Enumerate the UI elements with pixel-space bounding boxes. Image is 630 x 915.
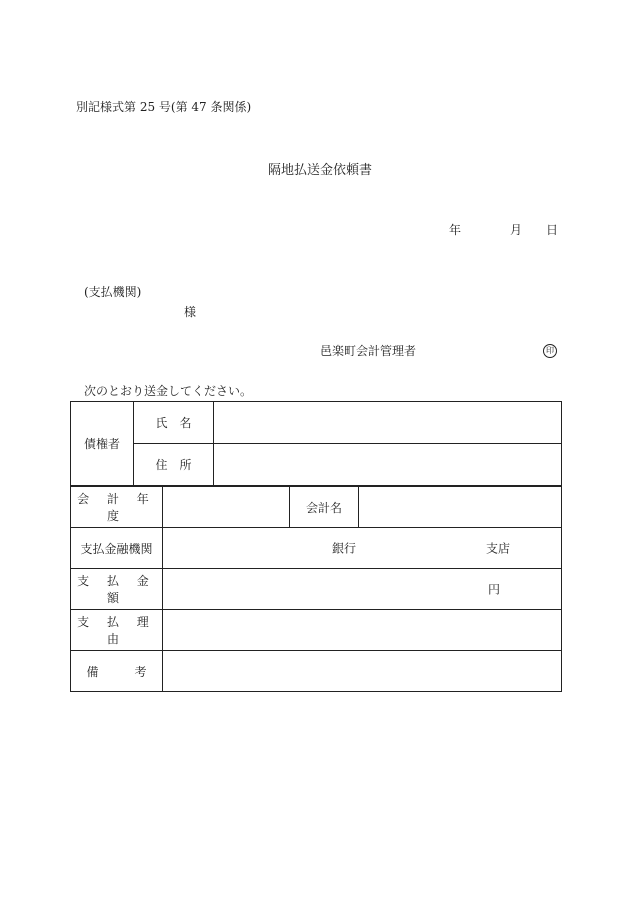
document-title: 隔地払送金依頼書: [268, 163, 373, 178]
amount-field[interactable]: [163, 569, 562, 610]
seal-mark-icon: 印: [543, 344, 557, 358]
honorific-sama: 様: [184, 305, 197, 319]
creditor-label: 債権者: [71, 402, 134, 486]
form-reference: 別記様式第 25 号(第 47 条関係): [76, 100, 252, 114]
bank-field[interactable]: [163, 528, 562, 569]
date-year-label: 年: [449, 223, 462, 237]
creditor-table: [70, 401, 562, 486]
name-label: 氏 名: [134, 402, 214, 444]
account-name-field[interactable]: [359, 487, 562, 528]
payer-institution-label: (支払機関): [84, 285, 142, 299]
branch-unit: 支店: [486, 541, 511, 556]
creditor-name-field[interactable]: [214, 402, 562, 444]
amount-label: 支 払 金 額: [71, 569, 163, 610]
remarks-label: 備 考: [71, 651, 163, 692]
account-name-label: 会計名: [290, 487, 359, 528]
date-month-label: 月: [510, 223, 523, 237]
amount-unit: 円: [488, 582, 501, 597]
issuer-name: 邑楽町会計管理者: [320, 344, 417, 358]
creditor-address-field[interactable]: [214, 444, 562, 486]
fiscal-year-label: 会 計 年 度: [71, 487, 163, 528]
bank-unit: 銀行: [332, 541, 357, 556]
bank-label: 支払金融機関: [71, 528, 163, 569]
date-day-label: 日: [546, 223, 559, 237]
fiscal-year-field[interactable]: [163, 487, 290, 528]
address-label: 住 所: [134, 444, 214, 486]
reason-label: 支 払 理 由: [71, 610, 163, 651]
details-table: [70, 486, 562, 692]
remarks-field[interactable]: [163, 651, 562, 692]
reason-field[interactable]: [163, 610, 562, 651]
instruction-text: 次のとおり送金してください。: [84, 384, 253, 398]
